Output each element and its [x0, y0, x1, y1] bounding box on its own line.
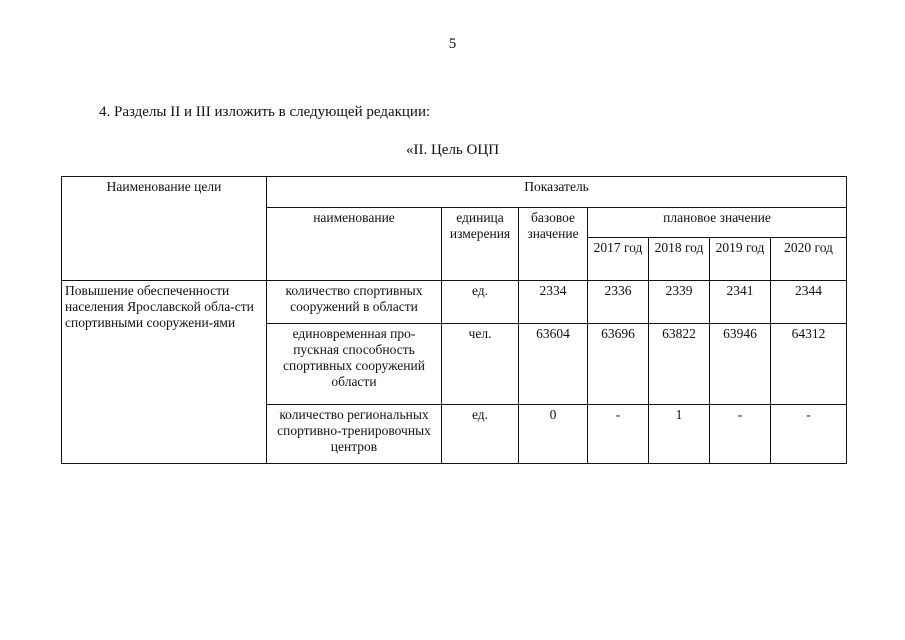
- base-value-header: базовое значение: [519, 208, 588, 281]
- value-cell-2018: 63822: [649, 324, 710, 405]
- value-cell-2019: 2341: [710, 281, 771, 324]
- value-cell-2018: 2339: [649, 281, 710, 324]
- name-header: наименование: [267, 208, 442, 281]
- planned-value-header: плановое значение: [588, 208, 847, 238]
- unit-cell: ед.: [442, 405, 519, 464]
- year-header-2017: 2017 год: [588, 238, 649, 281]
- base-value-cell: 63604: [519, 324, 588, 405]
- indicator-name-cell: количество спортивных сооружений в области: [267, 281, 442, 324]
- indicator-header: Показатель: [267, 177, 847, 208]
- value-cell-2019: 63946: [710, 324, 771, 405]
- value-cell-2017: -: [588, 405, 649, 464]
- value-cell-2020: 64312: [771, 324, 847, 405]
- goal-table: [61, 176, 847, 464]
- table-row: [62, 281, 847, 324]
- intro-text: 4. Разделы II и III изложить в следующей редакции:: [99, 104, 431, 120]
- base-value-cell: 0: [519, 405, 588, 464]
- year-header-2018: 2018 год: [649, 238, 710, 281]
- value-cell-2017: 63696: [588, 324, 649, 405]
- value-cell-2020: 2344: [771, 281, 847, 324]
- unit-header: единица измерения: [442, 208, 519, 281]
- unit-cell: ед.: [442, 281, 519, 324]
- base-value-cell: 2334: [519, 281, 588, 324]
- goal-name-header: Наименование цели: [62, 177, 267, 281]
- header-row-top: [62, 177, 847, 208]
- indicator-name-cell: единовременная про-пускная способность спортивных сооружений области: [267, 324, 442, 405]
- value-cell-2018: 1: [649, 405, 710, 464]
- indicator-name-cell: количество региональных спортивно-тренировочных центров: [267, 405, 442, 464]
- section-title: «II. Цель ОЦП: [405, 142, 500, 158]
- unit-cell: чел.: [442, 324, 519, 405]
- year-header-2019: 2019 год: [710, 238, 771, 281]
- year-header-2020: 2020 год: [771, 238, 847, 281]
- value-cell-2017: 2336: [588, 281, 649, 324]
- page-number: 5: [448, 36, 457, 52]
- value-cell-2020: -: [771, 405, 847, 464]
- value-cell-2019: -: [710, 405, 771, 464]
- goal-cell: Повышение обеспеченности населения Ярославской обла-сти спортивными сооружени-ями: [62, 281, 267, 464]
